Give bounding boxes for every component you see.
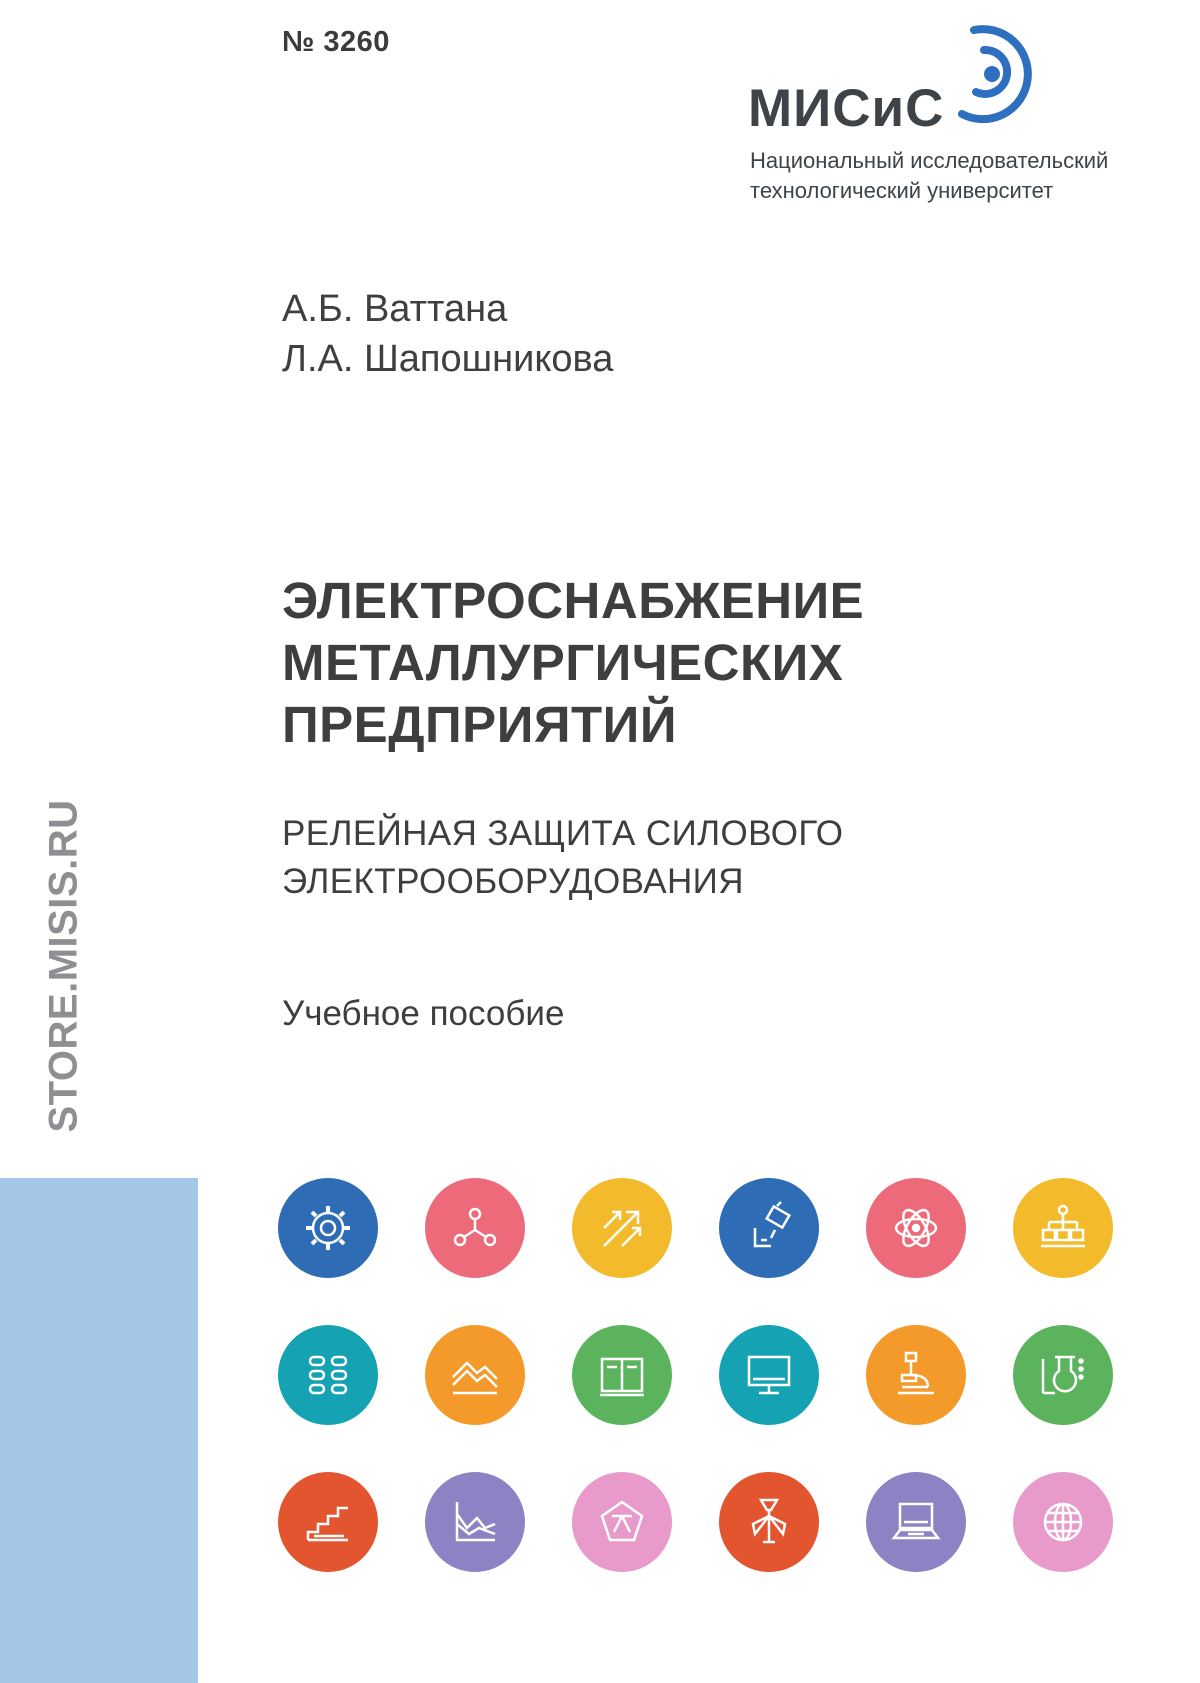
monitor-icon xyxy=(719,1325,819,1425)
globe-icon xyxy=(1013,1472,1113,1572)
title-line: ПРЕДПРИЯТИЙ xyxy=(282,696,677,753)
flask-icon xyxy=(1013,1325,1113,1425)
document-type: Учебное пособие xyxy=(282,994,565,1033)
authors xyxy=(282,284,613,384)
side-color-bar xyxy=(0,1178,198,1683)
store-url: STORE.MISIS.RU xyxy=(41,799,86,1133)
book-number: № 3260 xyxy=(282,26,390,58)
laptop-icon xyxy=(866,1472,966,1572)
hierarchy-icon xyxy=(1013,1178,1113,1278)
drill-icon xyxy=(719,1472,819,1572)
logo-subtitle-line: Национальный исследовательский xyxy=(750,148,1109,173)
pentagon-icon xyxy=(572,1472,672,1572)
arrows-icon xyxy=(572,1178,672,1278)
book-icon xyxy=(572,1325,672,1425)
subtitle-line: ЭЛЕКТРООБОРУДОВАНИЯ xyxy=(282,862,744,901)
logo-subtitle-line: технологический университет xyxy=(750,178,1054,203)
chart-icon xyxy=(425,1472,525,1572)
logo-mark-icon xyxy=(946,22,1046,126)
subtitle-line: РЕЛЕЙНАЯ ЗАЩИТА СИЛОВОГО xyxy=(282,814,844,853)
grid-icon xyxy=(278,1325,378,1425)
author-name: Л.А. Шапошникова xyxy=(282,338,614,380)
stairs-icon xyxy=(278,1472,378,1572)
atom-icon xyxy=(866,1178,966,1278)
book-subtitle xyxy=(282,810,843,906)
logo-name: МИСиС xyxy=(748,79,945,138)
molecule-icon xyxy=(425,1178,525,1278)
gear-icon xyxy=(278,1178,378,1278)
icon-grid xyxy=(278,1178,1113,1638)
microscope-icon xyxy=(866,1325,966,1425)
logo-subtitle xyxy=(750,146,1108,206)
title-line: МЕТАЛЛУРГИЧЕСКИХ xyxy=(282,634,844,691)
author-name: А.Б. Ваттана xyxy=(282,288,508,330)
ladle-icon xyxy=(719,1178,819,1278)
book-title xyxy=(282,570,864,756)
title-line: ЭЛЕКТРОСНАБЖЕНИЕ xyxy=(282,572,865,629)
mountains-icon xyxy=(425,1325,525,1425)
publisher-logo xyxy=(748,22,1128,212)
